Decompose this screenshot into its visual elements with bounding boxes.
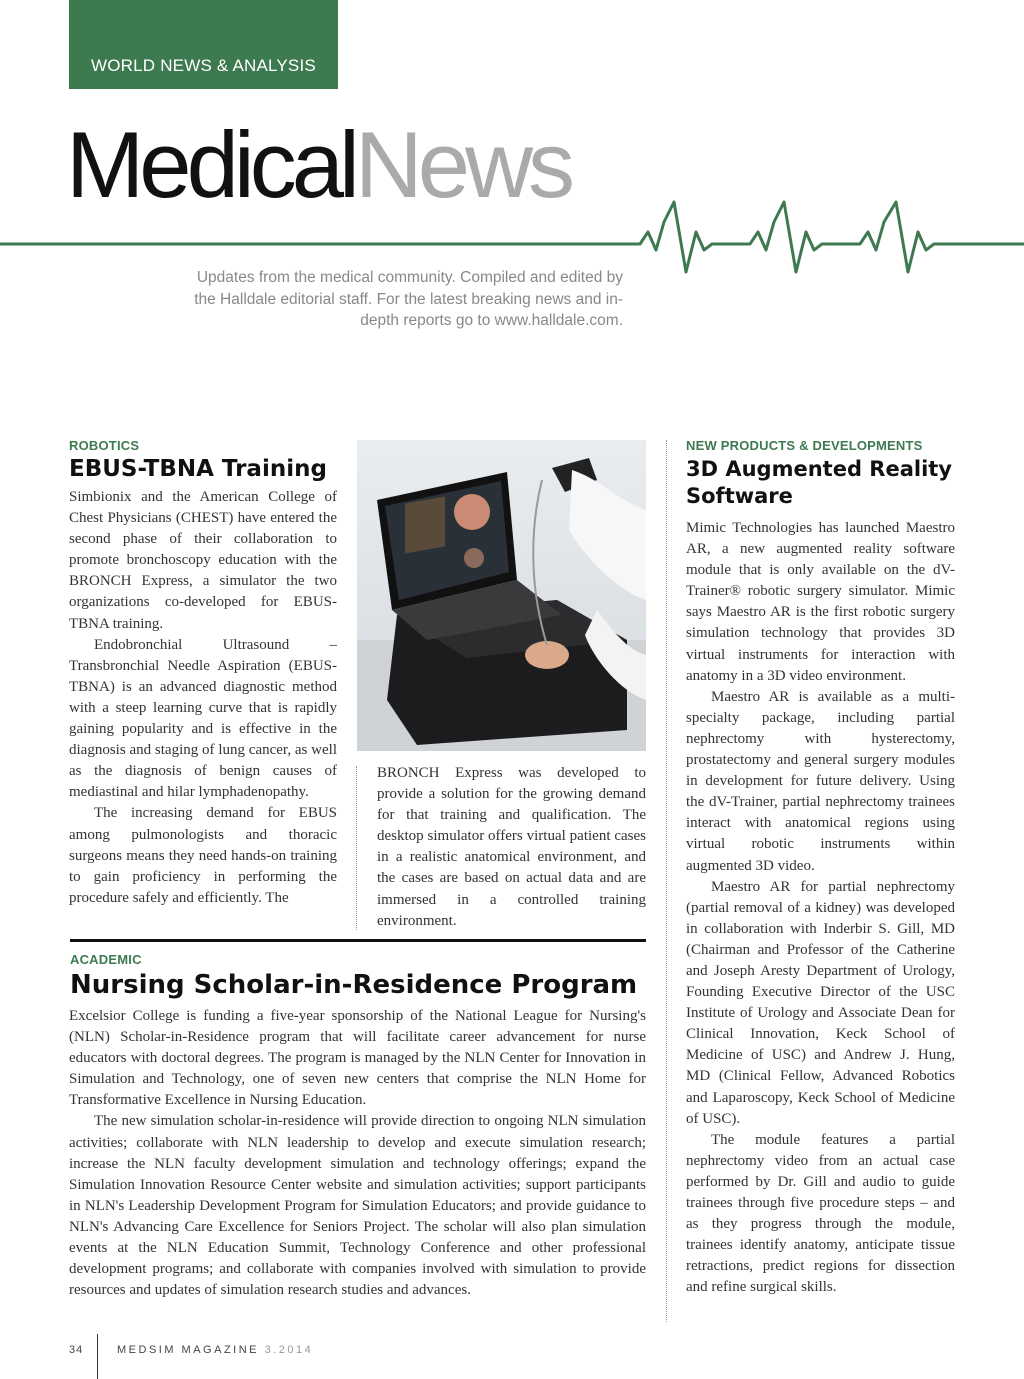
body-nursing bbox=[69, 1006, 646, 1301]
page-number: 34 bbox=[69, 1344, 84, 1356]
headline-ebus: EBUS-TBNA Training bbox=[69, 456, 327, 482]
paragraph: The module features a partial nephrectomy video from an actual case performed by Dr. Gill and audio to guide trainees through five procedure steps – and as they progress through the module, trainees identify anatomy, anticipate tissue retractions, predict regions for dissection and refine surgical skills. bbox=[686, 1131, 955, 1296]
masthead-part1: Medical bbox=[66, 112, 355, 217]
body-ebus bbox=[69, 487, 337, 909]
headline-nursing: Nursing Scholar-in-Residence Program bbox=[70, 970, 638, 1000]
paragraph: Maestro AR is available as a multi-specialty package, including partial nephrectomy with hysterectomy, prostatectomy and general surgery modules in development for future delivery. Using the dV-Trainer, partial nephrectomy trainees interact with anatomical regions using virtual robotic instruments within augmented 3D video. bbox=[686, 688, 955, 874]
article-divider bbox=[70, 939, 646, 942]
magazine-issue: 3.2014 bbox=[264, 1344, 314, 1356]
paragraph: Excelsior College is funding a five-year sponsorship of the National League for Nursing's (NLN) Scholar-in-Residence program that will facilitate career advancement for nurse educators with doctoral degrees. The program is managed by the NLN Center for Innovation in Simulation and Technology, one of seven new centers that comprise the NLN Home for Transformative Excellence in Nursing Education. bbox=[69, 1008, 646, 1109]
kicker-new-products: NEW PRODUCTS & DEVELOPMENTS bbox=[686, 438, 923, 453]
column-divider bbox=[356, 766, 357, 930]
magazine-title: MEDSIM MAGAZINE bbox=[117, 1344, 260, 1356]
paragraph: Maestro AR for partial nephrectomy (partial removal of a kidney) was developed in collaboration with Inderbir S. Gill, MD (Chairman and Professor of the Catherine and Joseph Aresty Department of Urology, Founding Executive Director of the USC Institute of Urology and Associate Dean for Clinical Innovation, Keck School of Medicine of USC) and Andrew J. Hung, MD (Clinical Fellow, Advanced Robotics and Laparoscopy, Keck School of Medicine of USC). bbox=[686, 878, 955, 1127]
section-tab-label: WORLD NEWS & ANALYSIS bbox=[91, 56, 316, 75]
headline-3d-ar: 3D Augmented Reality Software bbox=[686, 457, 952, 508]
body-ebus-continued bbox=[377, 763, 646, 932]
kicker-academic: ACADEMIC bbox=[70, 952, 142, 967]
paragraph: The increasing demand for EBUS among pulmonologists and thoracic surgeons means they need hands-on training to gain proficiency in performing the procedure safely and efficiently. The bbox=[69, 805, 337, 906]
footer-divider bbox=[97, 1334, 98, 1379]
paragraph: The new simulation scholar-in-residence will provide direction to ongoing NLN simulation activities; collaborate with NLN leadership to develop and execute simulation research; increase the NLN faculty development simulation and technology offerings; expand the Simulation Innovation Resource Center website and simulation activities; support participants in NLN's Leadership Development Program for Simulation Educators; and provide guidance to NLN's Advancing Care Excellence for Seniors Project. The scholar will also plan simulation events at the NLN Education Summit, Technology Conference and other professional development programs; and collaborate with companies involved with simulation to provide resources and updates of simulation research studies and advances. bbox=[69, 1113, 646, 1299]
magazine-name bbox=[117, 1344, 313, 1356]
paragraph: BRONCH Express was developed to provide a solution for the growing demand for that training and qualification. The desktop simulator offers virtual patient cases in a realistic anatomical environment, and the cases are based on actual data and are immersed in a controlled training environment. bbox=[377, 765, 646, 929]
paragraph: Mimic Technologies has launched Maestro AR, a new augmented reality software module that is only available on the dV-Trainer® robotic surgery simulator. Mimic says Maestro AR is the first robotic surgery simulation technology that provides 3D virtual instruments for interaction with anatomy in a 3D video environment. bbox=[686, 520, 955, 684]
kicker-robotics: ROBOTICS bbox=[69, 438, 140, 453]
body-3d-ar bbox=[686, 518, 955, 1298]
bronch-express-photo bbox=[357, 440, 646, 751]
section-tab bbox=[69, 0, 338, 89]
paragraph: Endobronchial Ultrasound – Transbronchial Needle Aspiration (EBUS-TBNA) is an advanced diagnostic method with a steep learning curve that is rapidly gaining popularity and is effective in the diagnosis and staging of lung cancer, as well as the diagnosis of benign causes of mediastinal and hilar lymphadenopathy. bbox=[69, 636, 337, 801]
column-divider bbox=[666, 440, 667, 1322]
paragraph: Simbionix and the American College of Chest Physicians (CHEST) have entered the second phase of their collaboration to promote bronchoscopy education with the BRONCH Express, a simulator the two organizations co-developed for EBUS-TBNA training. bbox=[69, 489, 337, 632]
masthead-part2: News bbox=[354, 112, 570, 217]
intro-text: Updates from the medical community. Compiled and edited by the Halldale editorial staff. For the latest breaking news and in-depth reports go to www.halldale.com. bbox=[194, 269, 623, 329]
